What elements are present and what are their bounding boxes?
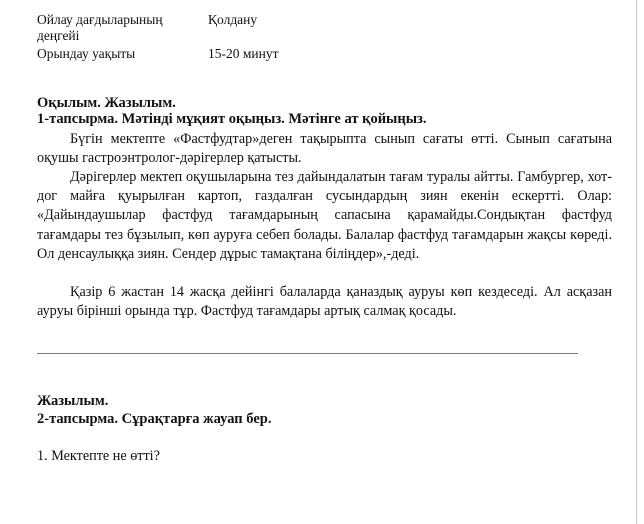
thinking-level-label: Ойлау дағдыларының деңгейі [37,12,163,43]
text-paragraph [37,130,612,168]
page-edge [636,0,637,524]
paragraph-1: Бүгін мектепте «Фастфудтар»деген тақырыпта сынып сағаты өтті. Сынып сағатына оқушы гастроэнтролог-дәрігерлер қатысты. [37,131,612,167]
task-1-heading: 1-тапсырма. Мәтінді мұқият оқыңыз. Мәтінге ат қойыңыз. [37,111,427,127]
section-divider [37,353,578,354]
paragraph-3: Қазір 6 жастан 14 жасқа дейінгі балаларда қаназдық ауруы көп кездеседі. Ал асқазан ауруы бірінші орында тұр. Фастфуд тағамдары артық салмақ қосады. [37,284,612,320]
duration-value: 15-20 минут [208,46,279,61]
text-paragraph [37,283,612,321]
section-1-heading: Оқылым. Жазылым. [37,95,176,111]
text-paragraph [37,168,612,264]
question-1: 1. Мектепте не өтті? [37,448,160,464]
section-2-heading: Жазылым. [37,393,109,409]
paragraph-2: Дәрігерлер мектеп оқушыларына тез дайындалатын тағам туралы айтты. Гамбургер, хот-дог майға қуырылған картоп, газдалған сусындардың зиян екенін ескертті. Олар: «Дайындаушылар фастфуд тағамдарының сапасына қарамайды.Сондықтан фастфуд тағамдары тез бұзылып, көп ауруға себеп болады. Балалар фастфуд тағамдарын жақсы көреді. Ол денсаулыққа зиян. Сендер дұрыс тамақтана біліңдер»,-деді. [37,169,612,262]
duration-label: Орындау уақыты [37,46,136,61]
thinking-level-value: Қолдану [208,12,258,27]
task-2-heading: 2-тапсырма. Сұрақтарға жауап бер. [37,411,272,427]
